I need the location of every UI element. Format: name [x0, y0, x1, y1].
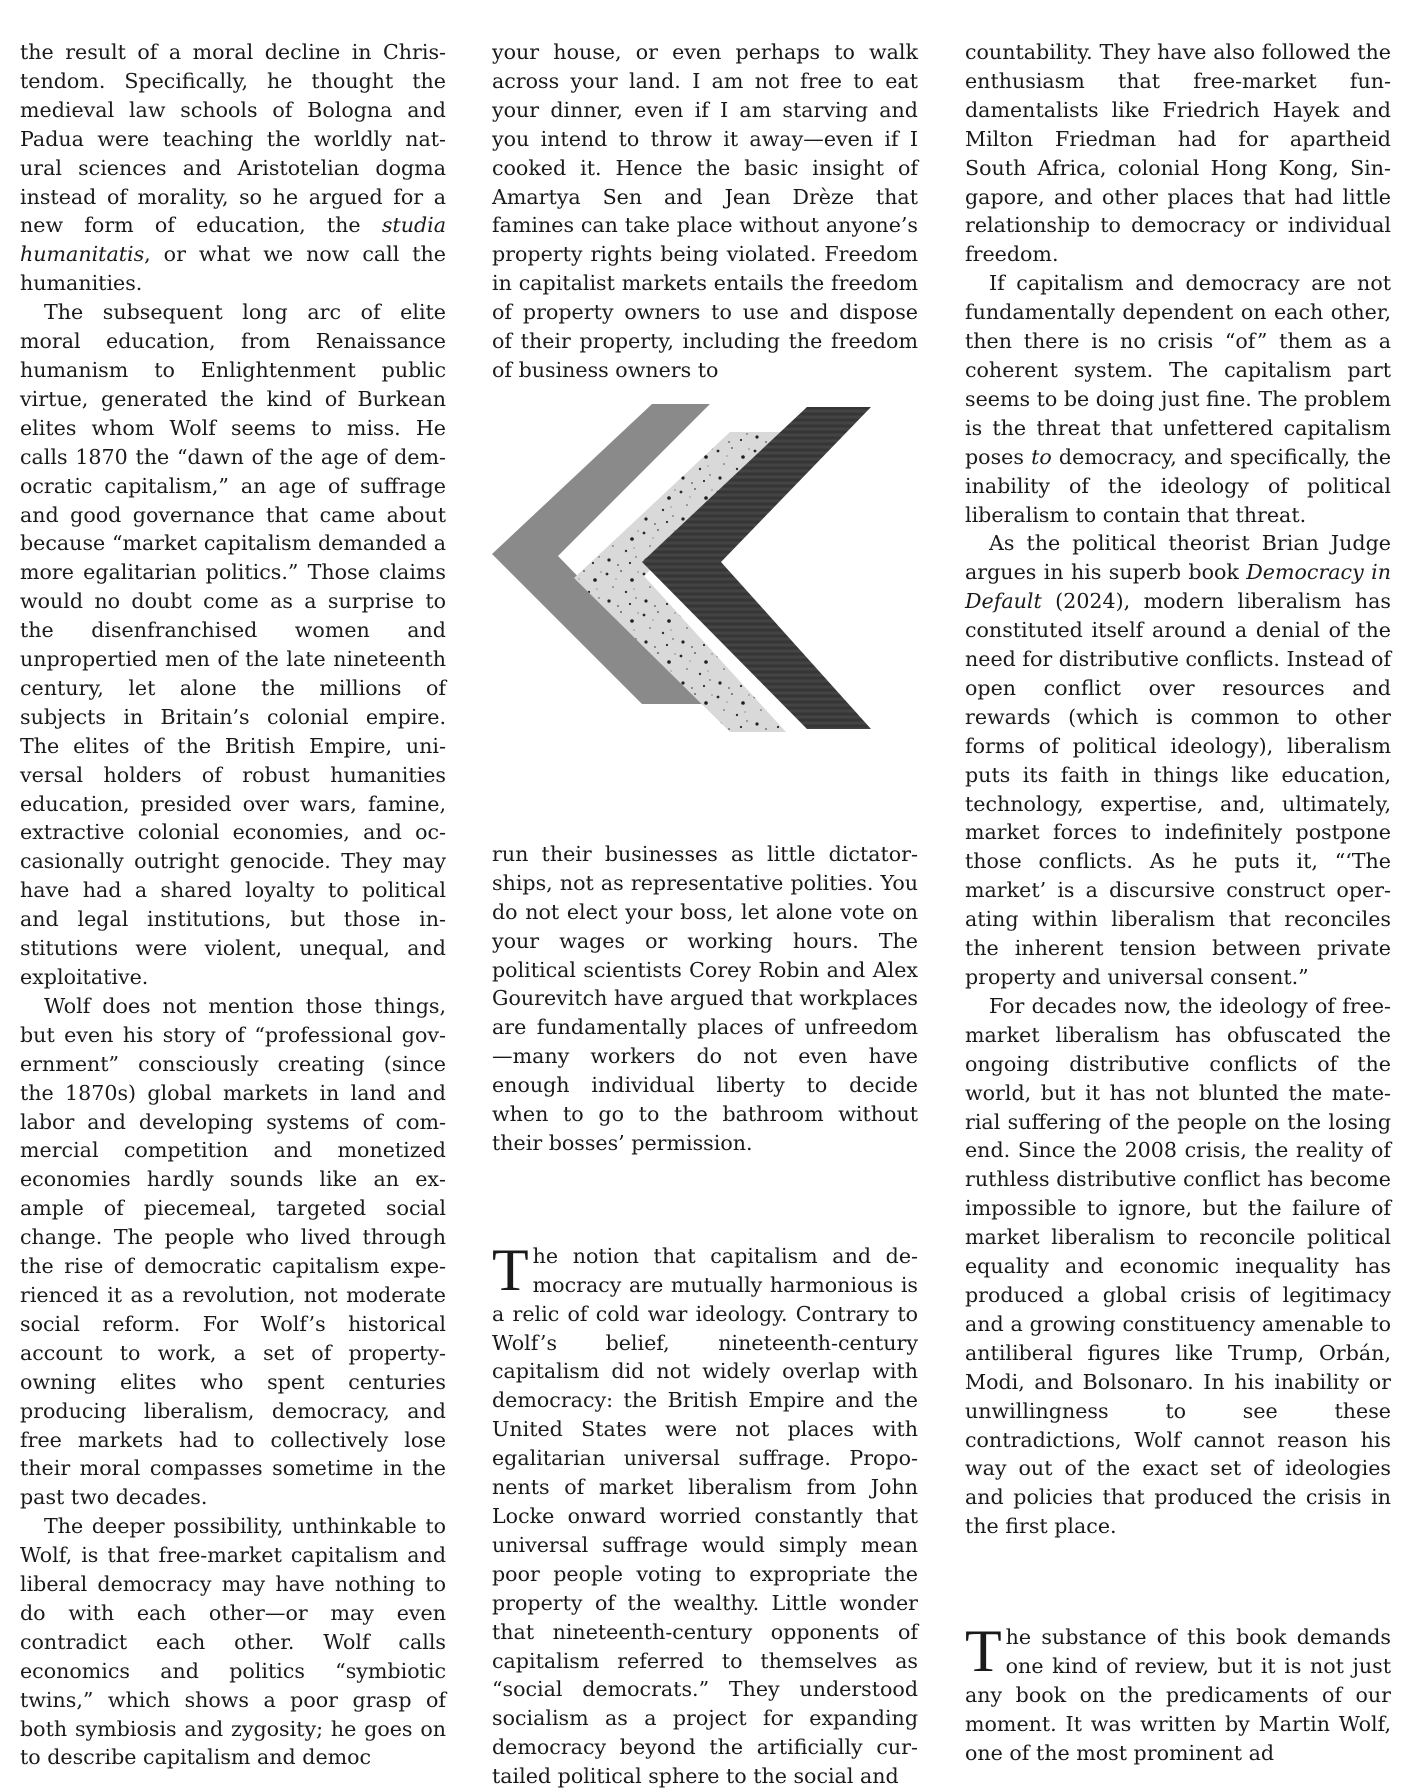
paragraph: The subsequent long arc of elite moral education, from Renaissance humanism to Enlightenment public virtue, generated the kind of Burkean elites whom Wolf seems to miss. He calls 1870 the “dawn of the age of democratic capitalism,” an age of suffrage and good governance that came about because “market capitalism demanded a more egalitarian politics.” Those claims would no doubt come as a surprise to the disenfranchised women and unpropertied men of the late nineteenth century, let alone the millions of subjects in Britain’s colonial empire. The elites of the British Empire, universal holders of robust humanities education, presided over wars, famine, extractive colonial economies, and occasionally outright genocide. They may have had a shared loyalty to political and legal institutions, but those institutions were violent, unequal, and exploitative. [20, 300, 446, 989]
paragraph: As the political theorist Brian Judge argues in his superb book Democracy in Default (2024), modern liberalism has constituted itself around a denial of the need for distributive conflicts. Instead of open conflict over resources and rewards (which is common to other forms of political ideology), liberalism puts its faith in things like education, technology, expertise, and, ultimately, market forces to indefinitely postpone those conflicts. As he puts it, “‘The market’ is a discursive construct operating within liberalism that reconciles the inherent tension between private property and universal consent.” [965, 531, 1391, 989]
section-opening-paragraph: The notion that capitalism and democracy are mutually harmonious is a relic of cold war ideology. Contrary to Wolf’s belief, nineteenth-century capitalism did not widely overlap with democracy: the British Empire and the United States were not places with egalitarian universal suffrage. Proponents of market liberalism from John Locke onward worried constantly that universal suffrage would simply mean poor people voting to expropriate the property of the wealthy. Little wonder that nineteenth-century opponents of capitalism referred to themselves as “social democrats.” They understood socialism as a project for expanding democracy beyond the artificially curtailed political sphere to the social and [492, 1236, 918, 1789]
section-opening-paragraph: The substance of this book demands one kind of review, but it is not just any book on the predicaments of our moment. It was written by Martin Wolf, one of the most prominent ad [965, 1618, 1391, 1765]
column-right-body [965, 38, 1391, 1541]
chevron-stack-icon [492, 404, 918, 804]
paragraph: For decades now, the ideology of free-market liberalism has obfuscated the ongoing distributive conflicts of the world, but it has not blunted the material suffering of the people on the losing end. Since the 2008 crisis, the reality of ruthless distributive conflict has become impossible to ignore, but the failure of market liberalism to reconcile political equality and economic inequality has produced a global crisis of legitimacy and a growing constituency amenable to antiliberal figures like Trump, Orbán, Modi, and Bolsonaro. In his inability or unwillingness to see these contradictions, Wolf cannot reason his way out of the exact set of ideologies and policies that produced the crisis in the first place. [965, 993, 1391, 1539]
paragraph: the result of a moral decline in Christendom. Specifically, he thought the medieval law schools of Bologna and Padua were teaching the worldly natural sciences and Aristotelian dogma instead of morality, so he argued for a new form of education, the studia humanitatis, or what we now call the humanities. [20, 40, 446, 296]
paragraph: The deeper possibility, unthinkable to Wolf, is that free-market capitalism and liberal democracy may have nothing to do with each other—or may even contradict each other. Wolf calls economics and politics “symbiotic twins,” which shows a poor grasp of both symbiosis and zygosity; he goes on to describe capitalism and democ [20, 1514, 446, 1770]
column-right [965, 38, 1391, 1768]
paragraph: Wolf does not mention those things, but even his story of “professional government” consciously creating (since the 1870s) global markets in land and labor and developing systems of commercial competition and monetized economies hardly sounds like an example of piecemeal, targeted social change. The people who lived through the rise of democratic capitalism experienced it as a revolution, not moderate social reform. For Wolf’s historical account to work, a set of property-owning elites who spent centuries producing liberalism, democracy, and free markets had to collectively lose their moral compasses sometime in the past two decades. [20, 993, 446, 1510]
paragraph: If capitalism and democracy are not fundamentally dependent on each other, then there is no crisis “of” them as a coherent system. The capitalism part seems to be doing just fine. The problem is the threat that unfettered capitalism poses to democracy, and specifically, the inability of the ideology of political liberalism to contain that threat. [965, 271, 1392, 527]
drop-cap: T [965, 1618, 1002, 1685]
drop-cap: T [492, 1236, 529, 1303]
column-left [20, 38, 446, 1772]
paragraph: run their businesses as little dictatorships, not as representative polities. You do not elect your boss, let alone vote on your wages or working hours. The political scientists Corey Robin and Alex Gourevitch have argued that workplaces are fundamentally places of unfreedom—many workers do not even have enough individual liberty to decide when to go to the bathroom without their bosses’ permission. [492, 841, 918, 1155]
paragraph: countability. They have also followed the enthusiasm that free-market fundamentalists like Friedrich Hayek and Milton Friedman had for apartheid South Africa, colonial Hong Kong, Singapore, and other places that had little relationship to democracy or individual freedom. [965, 40, 1391, 267]
column-middle [492, 38, 918, 1791]
paragraph: your house, or even perhaps to walk across your land. I am not free to eat your dinner, even if I am starving and you intend to throw it away—even if I cooked it. Hence the basic insight of Amartya Sen and Jean Drèze that famines can take place without anyone’s property rights being violated. Freedom in capitalist markets entails the freedom of property owners to use and dispose of their property, including the freedom of business owners to [492, 40, 918, 382]
